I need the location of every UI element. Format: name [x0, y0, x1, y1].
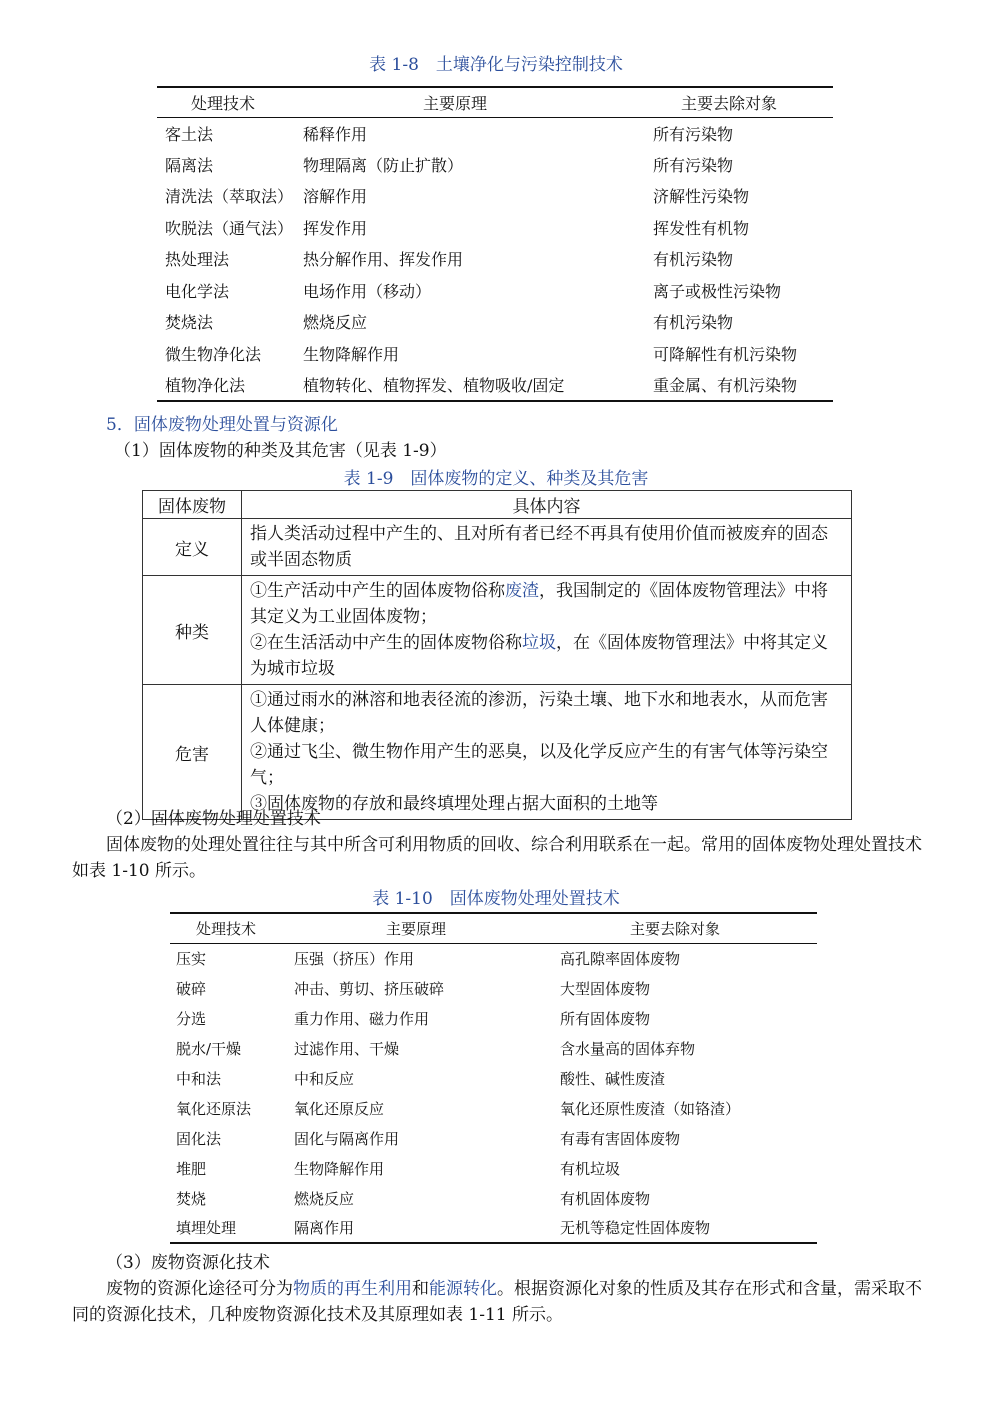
header-target: 主要去除对象 — [630, 919, 721, 938]
term-laji: 垃圾 — [522, 633, 556, 653]
cell-principle: 燃烧反应 — [303, 313, 368, 333]
cell-tech: 填埋处理 — [176, 1219, 237, 1237]
cell-target: 大型固体废物 — [560, 979, 651, 998]
table-row — [157, 275, 833, 307]
cell-principle: 冲击、剪切、挤压破碎 — [294, 979, 445, 998]
cell-target: 有机固体废物 — [560, 1189, 651, 1208]
table-1-10 — [170, 912, 817, 1244]
cell-tech: 中和法 — [176, 1069, 222, 1088]
header-solid-waste: 固体废物 — [143, 491, 242, 519]
cell-target: 济解性污染物 — [653, 187, 750, 207]
cell-principle: 稀释作用 — [303, 124, 368, 144]
cell-target: 所有固体废物 — [560, 1009, 651, 1028]
table-row — [157, 306, 833, 338]
header-principle: 主要原理 — [423, 93, 488, 113]
kind-2-post: ，在《固体废物管理法》中将其定义为城市垃圾 — [250, 633, 828, 679]
kind-1-post: ，我国制定的《固体废物管理法》中将其定义为工业固体废物； — [250, 581, 828, 627]
term-energy-conversion: 能源转化 — [429, 1279, 497, 1299]
table-row — [157, 180, 833, 212]
kind-2-pre: ②在生活活动中产生的固体废物俗称 — [250, 633, 522, 653]
para-pre: 废物的资源化途径可分为 — [106, 1279, 293, 1299]
cell-tech: 压实 — [176, 949, 207, 968]
cell-tech: 焚烧 — [176, 1189, 207, 1208]
header-tech: 处理技术 — [191, 93, 256, 113]
table-header-row — [143, 491, 852, 519]
hazard-3: ③固体废物的存放和最终填埋处理占据大面积的土地等 — [250, 794, 658, 814]
subsection-2-heading: （2）固体废物处理处置技术 — [106, 809, 321, 829]
table-row — [170, 1213, 817, 1243]
cell-target: 氧化还原性废渣（如铬渣） — [560, 1099, 741, 1118]
definition-label: 定义 — [143, 519, 242, 576]
cell-target: 所有污染物 — [653, 124, 734, 144]
table-1-8-caption: 表 1-8 土壤净化与污染控制技术 — [369, 55, 623, 75]
hazards-text — [242, 685, 852, 820]
cell-principle: 压强（挤压）作用 — [294, 949, 415, 968]
term-feizha: 废渣 — [505, 581, 539, 601]
cell-target: 有机污染物 — [653, 250, 734, 270]
cell-target: 酸性、碱性废渣 — [560, 1069, 666, 1088]
cell-target: 有机污染物 — [653, 313, 734, 333]
cell-tech: 微生物净化法 — [165, 344, 262, 364]
table-1-9-caption: 表 1-9 固体废物的定义、种类及其危害 — [343, 469, 649, 489]
subsection-3-heading: （3）废物资源化技术 — [106, 1253, 270, 1273]
table-row — [170, 1033, 817, 1063]
row-definition — [143, 519, 852, 576]
section-5-heading: 5．固体废物处理处置与资源化 — [106, 415, 338, 435]
kind-municipal — [250, 630, 843, 682]
table-header-row — [157, 87, 833, 117]
cell-principle: 电场作用（移动） — [303, 281, 432, 301]
cell-principle: 隔离作用 — [294, 1219, 355, 1237]
term-material-reuse: 物质的再生利用 — [293, 1279, 412, 1299]
table-row — [170, 1153, 817, 1183]
cell-principle: 氧化还原反应 — [294, 1099, 385, 1118]
cell-tech: 破碎 — [176, 979, 207, 998]
cell-principle: 过滤作用、干燥 — [294, 1039, 400, 1058]
table-1-10-caption: 表 1-10 固体废物处理处置技术 — [372, 889, 620, 909]
cell-tech: 电化学法 — [165, 281, 230, 301]
table-row — [170, 1003, 817, 1033]
hazard-2: ②通过飞尘、微生物作用产生的恶臭，以及化学反应产生的有害气体等污染空气； — [250, 742, 828, 788]
table-1-8-body — [157, 117, 833, 401]
cell-principle: 挥发作用 — [303, 218, 368, 238]
cell-principle: 生物降解作用 — [303, 344, 400, 364]
table-1-8 — [157, 86, 833, 402]
para-post: 。根据资源化对象的性质及其存在形式和含量，需采取不同的资源化技术，几种废物资源化技术及其原理如表 1-11 所示。 — [72, 1279, 922, 1325]
definition-text: 指人类活动过程中产生的、且对所有者已经不再具有使用价值而被废弃的固态或半固态物质 — [242, 519, 852, 576]
header-target: 主要去除对象 — [681, 93, 778, 113]
cell-principle: 固化与隔离作用 — [294, 1129, 400, 1148]
cell-tech: 客土法 — [165, 124, 214, 144]
cell-target: 离子或极性污染物 — [653, 281, 782, 301]
kind-industrial — [250, 578, 843, 630]
cell-principle: 溶解作用 — [303, 187, 368, 207]
cell-principle: 物理隔离（防止扩散） — [303, 155, 464, 175]
cell-target: 有毒有害固体废物 — [560, 1129, 681, 1148]
cell-principle: 植物转化、植物挥发、植物吸收/固定 — [303, 375, 565, 395]
cell-tech: 清洗法（萃取法） — [165, 187, 294, 207]
table-row — [157, 117, 833, 149]
hazards-label: 危害 — [143, 685, 242, 820]
cell-tech: 焚烧法 — [165, 313, 214, 333]
subsection-1-heading: （1）固体废物的种类及其危害（见表 1-9） — [114, 441, 447, 461]
cell-tech: 分选 — [176, 1009, 207, 1028]
table-row — [170, 973, 817, 1003]
cell-target: 所有污染物 — [653, 155, 734, 175]
kind-1-pre: ①生产活动中产生的固体废物俗称 — [250, 581, 505, 601]
table-row — [170, 1183, 817, 1213]
table-row — [170, 943, 817, 973]
table-row — [170, 1093, 817, 1123]
header-content: 具体内容 — [242, 491, 852, 519]
table-row — [170, 1123, 817, 1153]
table-row — [170, 1063, 817, 1093]
row-kinds — [143, 576, 852, 685]
kinds-label: 种类 — [143, 576, 242, 685]
table-header-row — [170, 913, 817, 943]
cell-target: 可降解性有机污染物 — [653, 344, 798, 364]
cell-tech: 脱水/干燥 — [176, 1039, 242, 1058]
table-row — [157, 338, 833, 370]
table-row — [157, 149, 833, 181]
subsection-2-paragraph: 固体废物的处理处置往往与其中所含可利用物质的回收、综合利用联系在一起。常用的固体废物处理处置技术如表 1-10 所示。 — [72, 835, 922, 881]
cell-principle: 重力作用、磁力作用 — [294, 1009, 430, 1028]
table-row — [157, 212, 833, 244]
header-principle: 主要原理 — [386, 919, 447, 938]
cell-target: 无机等稳定性固体废物 — [560, 1219, 711, 1237]
cell-tech: 隔离法 — [165, 155, 214, 175]
table-row — [157, 243, 833, 275]
kinds-text — [242, 576, 852, 685]
cell-principle: 燃烧反应 — [294, 1189, 355, 1208]
cell-principle: 生物降解作用 — [294, 1159, 385, 1178]
cell-tech: 吹脱法（通气法） — [165, 218, 294, 238]
cell-tech: 植物净化法 — [165, 375, 246, 395]
cell-tech: 氧化还原法 — [176, 1099, 252, 1118]
hazard-1: ①通过雨水的淋溶和地表径流的渗沥，污染土壤、地下水和地表水，从而危害人体健康； — [250, 690, 828, 736]
table-1-10-body — [170, 943, 817, 1243]
table-1-9 — [142, 490, 852, 820]
cell-target: 含水量高的固体弃物 — [560, 1039, 696, 1058]
cell-principle: 热分解作用、挥发作用 — [303, 250, 464, 270]
cell-target: 有机垃圾 — [560, 1159, 621, 1178]
table-row — [157, 369, 833, 401]
subsection-3-paragraph — [72, 1276, 926, 1328]
cell-tech: 堆肥 — [176, 1159, 207, 1178]
cell-target: 重金属、有机污染物 — [653, 375, 798, 395]
row-hazards — [143, 685, 852, 820]
cell-target: 挥发性有机物 — [653, 218, 750, 238]
cell-tech: 固化法 — [176, 1129, 222, 1148]
para-and: 和 — [412, 1279, 429, 1299]
header-tech: 处理技术 — [196, 919, 257, 938]
cell-target: 高孔隙率固体废物 — [560, 949, 681, 968]
cell-tech: 热处理法 — [165, 250, 230, 270]
cell-principle: 中和反应 — [294, 1069, 355, 1088]
